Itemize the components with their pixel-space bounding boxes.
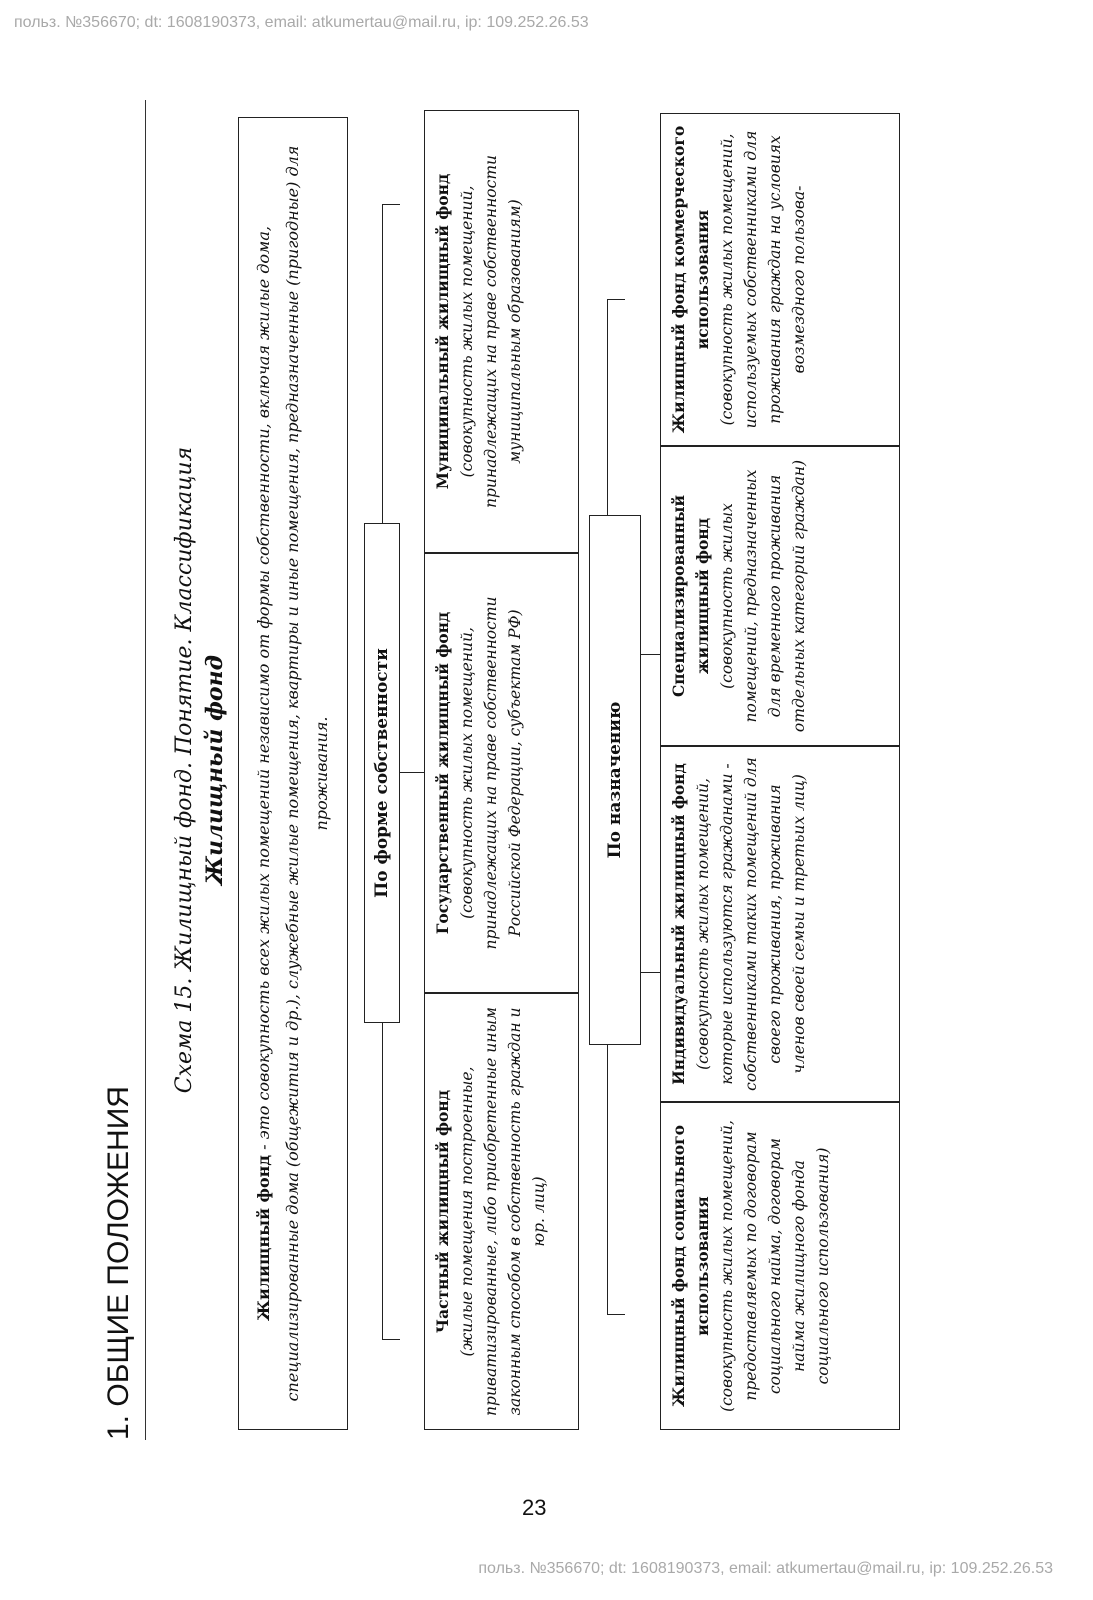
connector-line	[607, 1314, 625, 1315]
fund-private	[424, 993, 579, 1430]
watermark-bottom: польз. №356670; dt: 1608190373, email: atkumertau@mail.ru, ip: 109.252.26.53	[478, 1560, 1053, 1577]
scheme-subtitle: Жилищный фонд	[202, 655, 228, 885]
fund-municipal-desc: (совокупность жилых помещений, принадлежащих на праве собственности муниципальным образованиям)	[458, 154, 524, 509]
fund-individual-desc: (совокупность жилых помещений, которые используются гражданами - собственниками таких помещений для своего проживания, проживания членов своей семьи и третьих лиц)	[694, 757, 808, 1091]
category-ownership: По форме собственности	[364, 523, 400, 1023]
definition-box	[238, 117, 348, 1430]
fund-social-desc: (совокупность жилых помещений, предоставляемых по договорам социального найма, договорам найма жилищного фонда социального использования)	[718, 1120, 832, 1412]
connector-line	[641, 972, 660, 973]
fund-social-title: Жилищный фонд социального использования	[669, 1125, 712, 1407]
definition-text: - это совокупность всех жилых помещений независимо от формы собственности, включая жилые дома, специализированные дома (общежития и др.), служебные жилые помещения, квартиры и иные помещения, предназначенные (пригодные) для проживания.	[254, 145, 331, 1402]
fund-state-desc: (совокупность жилых помещений, принадлежащих на праве собственности Российской Федерации, субъектам РФ)	[458, 596, 524, 950]
fund-state	[424, 553, 579, 993]
connector-line	[607, 299, 625, 300]
page-number: 23	[522, 1495, 547, 1520]
fund-individual-title: Индивидуальный жилищный фонд	[669, 763, 688, 1085]
fund-social	[660, 1102, 900, 1430]
fund-commercial-desc: (совокупность жилых помещений, используемых собственниками для проживания граждан на условиях возмездного пользова-	[718, 130, 808, 429]
fund-state-title: Государственный жилищный фонд	[433, 611, 452, 935]
definition-term: Жилищный фонд	[254, 1154, 273, 1321]
fund-individual	[660, 746, 900, 1102]
fund-specialized-title: Специализированный жилищный фонд	[669, 494, 712, 698]
connector-line	[382, 204, 400, 205]
scheme-caption: Схема 15. Жилищный фонд. Понятие. Классификация	[172, 446, 197, 1094]
fund-municipal	[424, 110, 579, 553]
fund-commercial-title: Жилищный фонд коммерческого использования	[669, 125, 712, 434]
scheme-heading	[170, 100, 230, 1440]
connector-line	[641, 654, 660, 655]
fund-specialized-desc: (совокупность жилых помещений, предназначенных для временного проживания отдельных категорий граждан)	[718, 459, 808, 733]
rotated-page-content	[100, 100, 1093, 1440]
fund-municipal-title: Муниципальный жилищный фонд	[433, 173, 452, 490]
watermark-top: польз. №356670; dt: 1608190373, email: atkumertau@mail.ru, ip: 109.252.26.53	[14, 14, 589, 31]
connector-line	[382, 1339, 400, 1340]
section-title: 1. ОБЩИЕ ПОЛОЖЕНИЯ	[100, 100, 146, 1440]
fund-private-title: Частный жилищный фонд	[433, 1089, 452, 1334]
connector-line	[400, 772, 424, 773]
fund-private-desc: (жилые помещения построенные, приватизированные, либо приобретенные иным законным способом в собственность граждан и юр. лиц)	[458, 1007, 548, 1416]
fund-specialized	[660, 446, 900, 746]
fund-commercial	[660, 113, 900, 446]
category-purpose: По назначению	[589, 515, 641, 1045]
